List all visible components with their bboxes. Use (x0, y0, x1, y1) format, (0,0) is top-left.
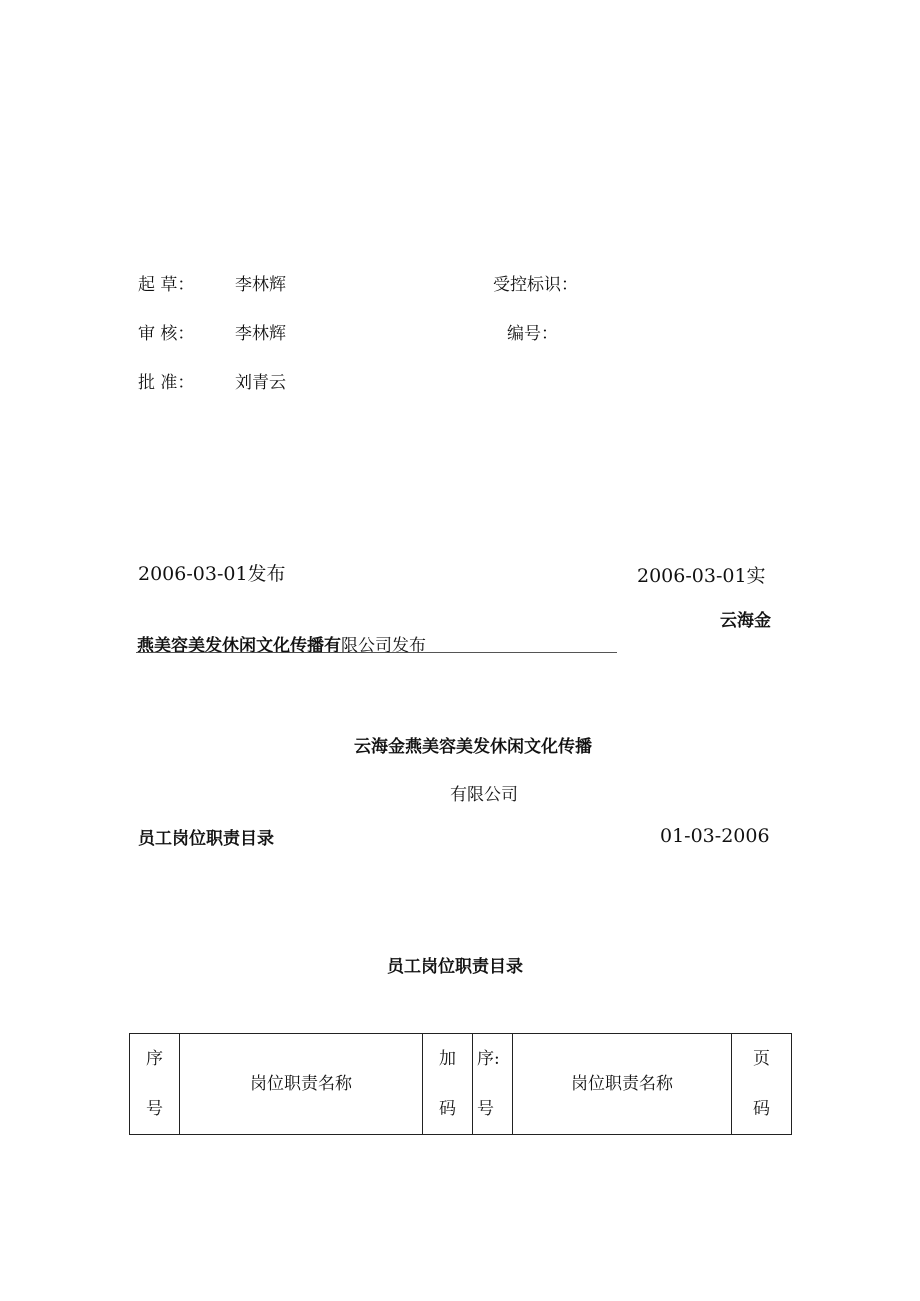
document-code: 01-03-2006 (660, 825, 770, 847)
publisher-line2-rest: 限公司发布 (341, 636, 426, 656)
review-label: 审 核： (138, 324, 195, 344)
approve-name: 刘青云 (235, 373, 286, 393)
review-name: 李林辉 (235, 324, 286, 344)
approve-label: 批 准： (138, 373, 195, 393)
company-name-line2: 有限公司 (450, 785, 518, 805)
publish-date: 2006-03-01发布 (138, 563, 286, 585)
job-duty-table (129, 1033, 792, 1135)
draft-name: 李林辉 (235, 275, 286, 295)
company-name-line1: 云海金燕美容美发休闲文化传播 (354, 737, 592, 757)
header-page-no: 页 码 (732, 1034, 792, 1135)
header-seq-no-2: 序: 号 (473, 1034, 513, 1135)
table-header-row (130, 1034, 792, 1135)
publisher-line1: 云海金 (720, 611, 771, 631)
header-duty-name-2: 岗位职责名称 (513, 1034, 732, 1135)
number-label: 编号： (507, 324, 558, 344)
header-duty-name: 岗位职责名称 (180, 1034, 423, 1135)
publisher-underline (136, 652, 617, 653)
publisher-line2-bold: 燕美容美发休闲文化传播有 (137, 636, 341, 656)
section-title: 员工岗位职责目录 (387, 957, 523, 977)
document-title: 员工岗位职责目录 (138, 829, 274, 849)
implement-date: 2006-03-01实 (637, 565, 766, 587)
control-id-label: 受控标识： (493, 275, 578, 295)
header-seq-no: 序 号 (130, 1034, 180, 1135)
header-code: 加 码 (423, 1034, 473, 1135)
draft-label: 起 草： (138, 275, 195, 295)
